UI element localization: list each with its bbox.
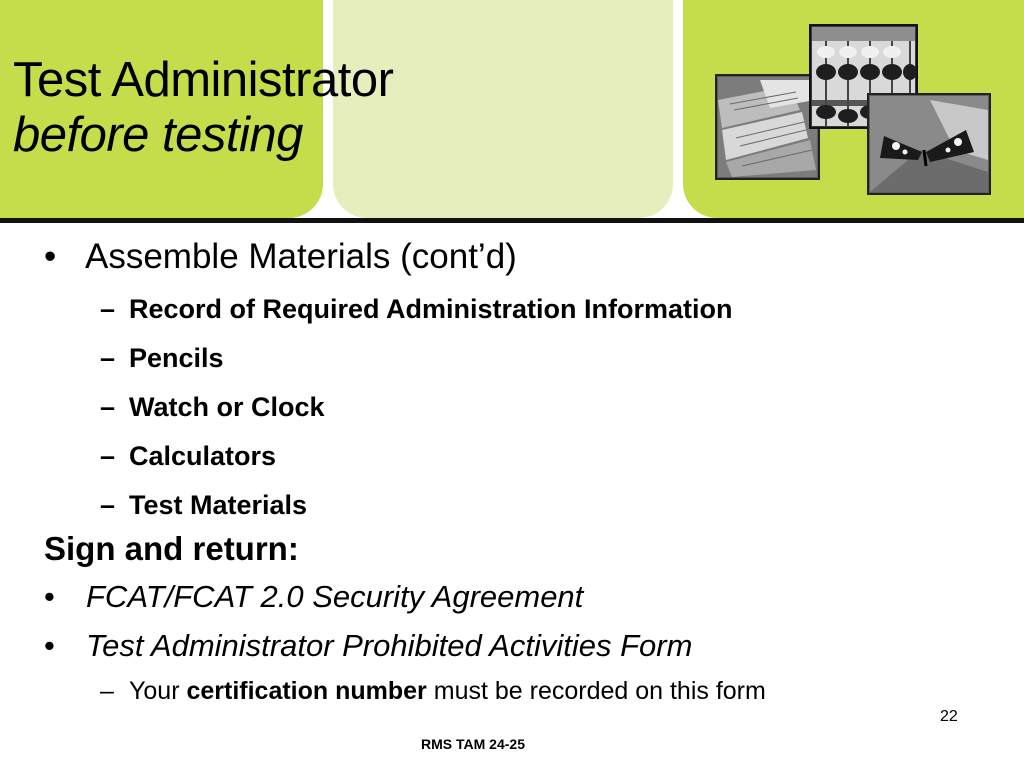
note-bold: certification number <box>186 677 427 705</box>
title-line-2: before testing <box>13 108 303 162</box>
bullet-marker: • <box>44 237 57 276</box>
note-suffix: must be recorded on this form <box>426 677 766 705</box>
dash-marker: – <box>100 343 116 373</box>
main-bullet-text: Assemble Materials (cont’d) <box>85 237 517 276</box>
form-item: Test Administrator Prohibited Activities Form <box>86 628 693 663</box>
certification-note <box>129 677 766 706</box>
form-item: FCAT/FCAT 2.0 Security Agreement <box>86 579 584 614</box>
material-item: Test Materials <box>129 490 308 520</box>
dash-marker: – <box>100 392 116 422</box>
material-item: Calculators <box>129 441 277 471</box>
dash-marker: – <box>100 677 114 705</box>
note-prefix: Your <box>129 677 187 705</box>
material-item: Pencils <box>129 343 224 373</box>
title-line-1: Test Administrator <box>13 53 394 107</box>
material-item: Watch or Clock <box>129 392 325 422</box>
sign-heading: Sign and return: <box>44 530 299 567</box>
dash-marker: – <box>100 294 116 324</box>
bullet-marker: • <box>44 628 55 663</box>
bullet-marker: • <box>44 579 55 614</box>
slide-footer: RMS TAM 24-25 <box>421 736 525 752</box>
page-number: 22 <box>940 708 958 725</box>
material-item: Record of Required Administration Information <box>129 294 733 324</box>
dash-marker: – <box>100 490 116 520</box>
dash-marker: – <box>100 441 116 471</box>
